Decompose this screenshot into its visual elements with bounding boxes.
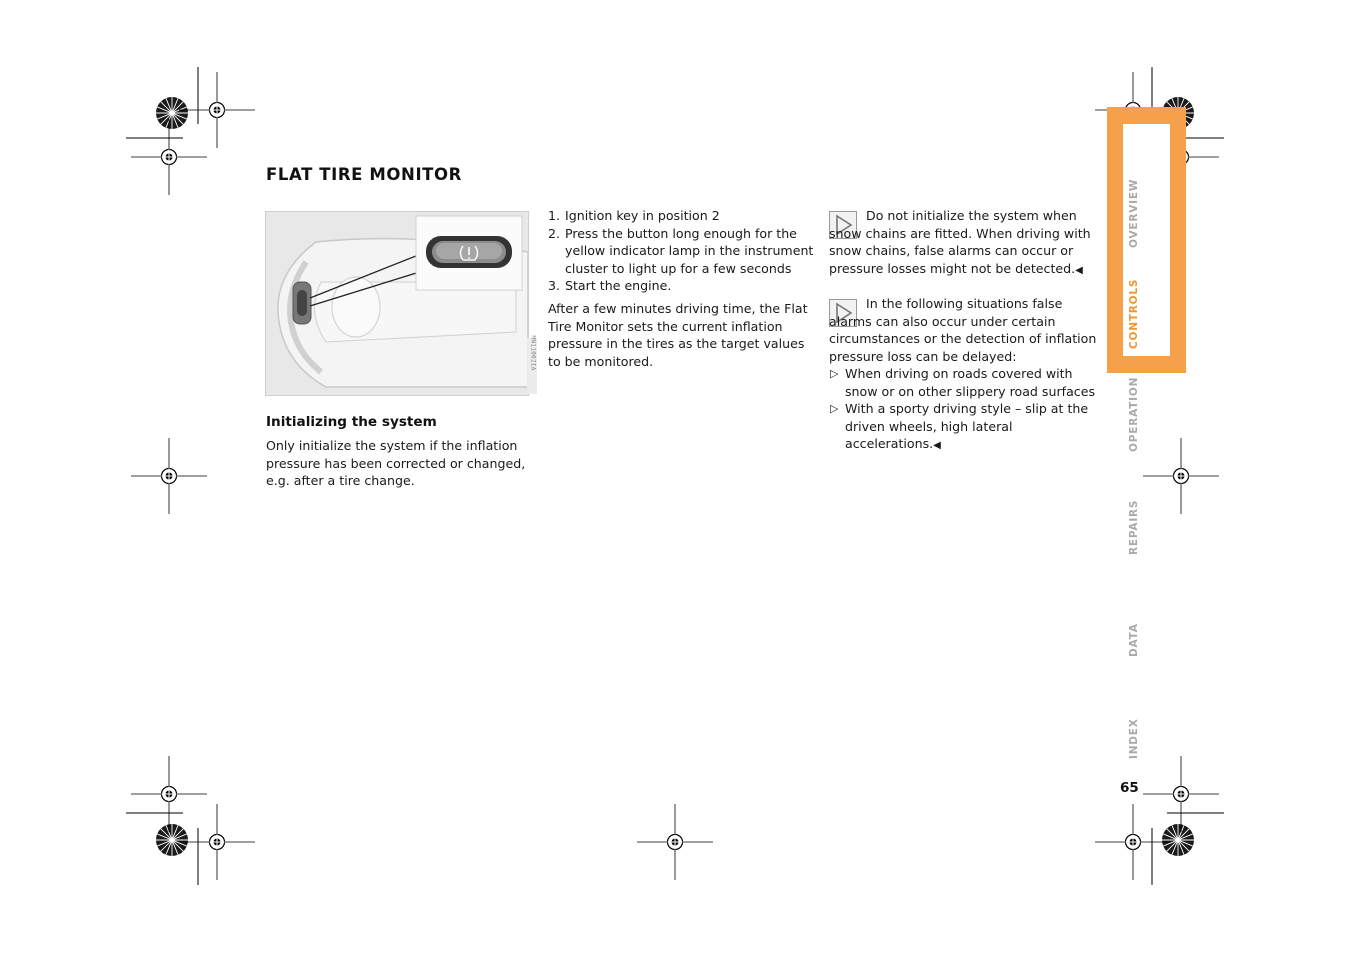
steps-list: [548, 207, 820, 295]
figure-code: [527, 335, 537, 394]
tab-controls[interactable]: CONTROLS: [1128, 278, 1140, 349]
section-heading: Initializing the system: [266, 414, 437, 430]
list-item: [829, 365, 1099, 400]
list-item: [548, 277, 820, 295]
tab-overview[interactable]: OVERVIEW: [1128, 178, 1140, 248]
end-mark-icon: ◀: [1075, 264, 1083, 276]
step-text: Ignition key in position 2: [565, 208, 720, 223]
end-mark-icon: ◀: [933, 440, 941, 452]
figure-code-text: MN11002IA: [529, 335, 537, 371]
step-number: 2.: [548, 225, 561, 241]
note-false-alarms: [829, 295, 1099, 365]
initializing-text: Only initialize the system if the inflation pressure has been corrected or changed, e.g. after a tire change.: [266, 438, 526, 489]
bullet-text: When driving on roads covered with snow or on other slippery road surfaces: [845, 366, 1096, 399]
list-item: [548, 207, 820, 225]
tab-operation[interactable]: OPERATION: [1128, 376, 1140, 452]
page-number: 65: [1120, 780, 1139, 796]
page-title: FLAT TIRE MONITOR: [266, 165, 462, 184]
stalk-and-button-drawing: [266, 212, 528, 395]
bullet-text: With a sporty driving style – slip at the driven wheels, high lateral accelerations.: [845, 401, 1089, 452]
step-text: Start the engine.: [565, 278, 672, 294]
tab-data[interactable]: DATA: [1128, 623, 1140, 657]
tab-repairs[interactable]: REPAIRS: [1128, 499, 1140, 555]
after-driving-text: After a few minutes driving time, the Flat Tire Monitor sets the current inflation pressure in the tires as the target values to be monitored.: [548, 301, 808, 369]
bullet-arrow-icon: ▷: [830, 367, 839, 380]
step-number: 1.: [548, 208, 561, 223]
bullet-arrow-icon: ▷: [830, 402, 839, 416]
list-item: [829, 400, 1099, 455]
note-text: Do not initialize the system when snow chains are fitted. When driving with snow chains, false alarms can occur or pressure losses might not be detected.: [829, 208, 1091, 276]
note-snow-chains: [829, 207, 1099, 279]
tire-monitor-button-illustration: [265, 211, 529, 396]
situations-list: [829, 365, 1099, 455]
step-number: 3.: [548, 278, 561, 294]
tab-index[interactable]: INDEX: [1128, 718, 1140, 759]
list-item: [548, 225, 820, 278]
note-text: In the following situations false alarms can also occur under certain circumstances or the detection of inflation pressure loss can be delayed:: [829, 296, 1097, 364]
step-text: Press the button long enough for the yellow indicator lamp in the instrument cluster to light up for a few seconds: [565, 225, 814, 276]
